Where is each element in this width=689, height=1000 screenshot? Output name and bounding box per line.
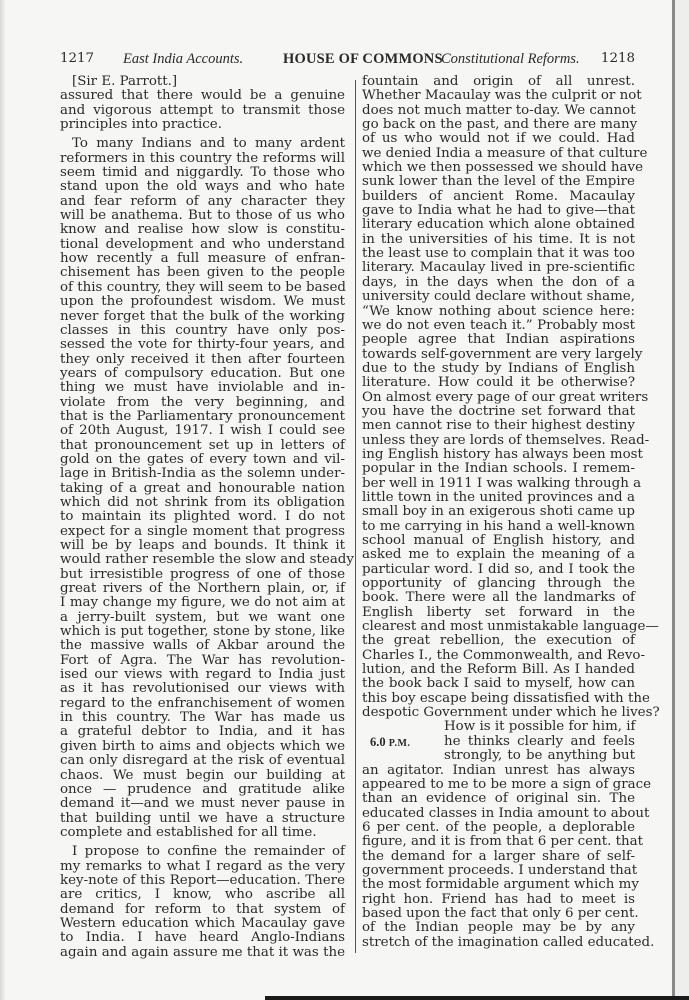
- text-line: Whether Macaulay was the culprit or not: [362, 88, 642, 104]
- text-line: chisement has been given to the people: [60, 265, 345, 281]
- text-line: days, in the days when the don of a: [362, 274, 635, 290]
- text-line: little town in the united provinces and a: [362, 489, 635, 505]
- text-line: to maintain its plighted word. I do not: [60, 509, 345, 525]
- text-line: would rather resemble the slow and steady: [60, 552, 354, 568]
- text-line: On almost every page of our great writers: [362, 389, 649, 405]
- text-line: 6 per cent. of the people, a deplorable: [362, 819, 635, 835]
- text-line: Charles I., the Commonwealth, and Revo-: [362, 647, 645, 663]
- text-line: How is it possible for him, if: [444, 719, 636, 735]
- text-line: will be anathema. But to those of us who: [60, 208, 345, 224]
- text-line: educated classes in India amount to about: [362, 805, 650, 821]
- text-line: literary. Macaulay lived in pre-scientific: [362, 260, 635, 276]
- text-line: in this country. The War has made us: [60, 710, 345, 726]
- text-line: clearest and most unmistakable language—: [362, 619, 659, 635]
- text-line: fountain and origin of all unrest.: [362, 74, 635, 89]
- text-line: the most formidable argument which my: [362, 877, 639, 893]
- page-number-left: 1217: [60, 51, 95, 66]
- text-line: years of compulsory education. But one: [60, 365, 345, 381]
- text-line: my remarks to what I regard as the very: [60, 858, 345, 874]
- text-line: tional development and who understand: [60, 236, 345, 252]
- text-line: unless they are lords of themselves. Read-: [362, 432, 650, 448]
- text-line: and vigorous attempt to transmit those: [60, 102, 345, 118]
- text-line: than an evidence of original sin. The: [362, 791, 635, 807]
- text-line: the massive walls of Akbar around the: [60, 638, 345, 654]
- text-line: despotic Government under which he lives?: [362, 705, 660, 721]
- page-number-right: 1218: [600, 51, 635, 66]
- text-line: he thinks clearly and feels: [444, 733, 635, 749]
- text-line: great rivers of the Northern plain, or, if: [60, 581, 345, 597]
- text-line: regard to the enfranchisement of women: [60, 695, 345, 711]
- text-line: ber well in 1911 I was walking through a: [362, 475, 642, 491]
- text-line: they only received it then after fourteen: [60, 351, 345, 367]
- text-line: that is the Parliamentary pronouncement: [60, 408, 345, 424]
- text-line: as it has revolutionised our views with: [60, 681, 345, 697]
- text-line: expect for a single moment that progress: [60, 523, 345, 539]
- speaker-attribution: [Sir E. Parrott.]: [72, 74, 178, 89]
- text-line: the least use to complain that it was too: [362, 246, 635, 262]
- text-line: principles into practice.: [60, 117, 222, 133]
- text-line: of this country, they will seem to be based: [60, 279, 346, 295]
- text-line: can only disregard at the risk of eventual: [60, 753, 345, 769]
- text-line: we do not even teach it.” Probably most: [362, 317, 635, 333]
- text-line: to India. I have heard Anglo-Indians: [60, 930, 345, 946]
- text-line: lage in British-India as the solemn under-: [60, 466, 345, 482]
- text-line: towards self-government are very largely: [362, 346, 643, 362]
- text-line: reformers in this country the reforms will: [60, 150, 345, 166]
- text-line: English liberty set forward in the: [362, 604, 635, 620]
- text-line: of 20th August, 1917. I wish I could see: [60, 423, 345, 439]
- text-line: builders of ancient Rome. Macaulay: [362, 188, 635, 204]
- text-line: again and again assure me that it was the: [60, 944, 345, 960]
- text-line: never forget that the bulk of the working: [60, 308, 345, 324]
- text-line: of us who would not if we could. Had: [362, 131, 635, 147]
- text-line: asked me to explain the meaning of a: [362, 547, 635, 563]
- text-line: book. There were all the landmarks of: [362, 590, 635, 606]
- text-line: due to the study by Indians of English: [362, 360, 635, 376]
- text-line: literary education which alone obtained: [362, 217, 635, 233]
- text-line: the great rebellion, the execution of: [362, 633, 635, 649]
- text-line: assured that there would be a genuine: [60, 88, 345, 104]
- text-line: I propose to confine the remainder of: [72, 844, 345, 860]
- text-line: the book back I said to myself, how can: [362, 676, 635, 692]
- running-header: [60, 51, 635, 71]
- text-line: demand it—and we must never pause in: [60, 796, 345, 812]
- text-line: a grateful debtor to India, and it has: [60, 724, 345, 740]
- text-line: sessed the vote for thirty-four years, and: [60, 337, 345, 353]
- right-text-after-note: [362, 762, 655, 950]
- text-line: this boy escape being dissatisfied with the: [362, 690, 650, 706]
- text-line: and fear reform of any character they: [60, 193, 345, 209]
- text-line: strongly, to be anything but: [444, 748, 635, 764]
- text-line: figure, and it is from that 6 per cent. that: [362, 834, 643, 850]
- text-line: you have the doctrine set forward that: [362, 403, 635, 419]
- text-line: ing English history has always been most: [362, 446, 643, 462]
- text-line: complete and established for all time.: [60, 824, 317, 840]
- text-line: key-note of this Report—education. There: [60, 872, 345, 888]
- text-line: we denied India a measure of that culture: [362, 145, 648, 161]
- text-line: chaos. We must begin our building at: [60, 767, 345, 783]
- text-line: people agree that Indian aspirations: [362, 332, 635, 348]
- right-column: [362, 74, 660, 950]
- text-line: go back on the past, and there are many: [362, 117, 638, 133]
- text-line: thing we must have inviolable and in-: [60, 380, 345, 396]
- text-line: to me carrying in his hand a well-known: [362, 518, 636, 534]
- running-title-center: HOUSE OF COMMONS: [283, 51, 443, 67]
- text-line: opportunity of glancing through the: [362, 576, 635, 592]
- text-line: of the Indian people may be by any: [362, 920, 635, 936]
- text-line: men cannot rise to their highest destiny: [362, 418, 635, 434]
- text-line: gave to India what he had to give—that: [362, 203, 635, 219]
- text-line: stretch of the imagination called educated.: [362, 934, 655, 950]
- running-title-left: East India Accounts.: [123, 51, 244, 67]
- right-text-before-note: [362, 74, 660, 721]
- text-line: know and realise how slow is constitu-: [60, 222, 345, 238]
- text-line: stand upon the old ways and who hate: [60, 179, 345, 195]
- text-line: particular word. I did so, and I took the: [362, 561, 635, 577]
- text-line: small boy in an exigerous shoti came up: [362, 504, 635, 520]
- text-line: does not much matter to-day. We cannot: [362, 102, 636, 118]
- text-line: how recently a full measure of enfran-: [60, 251, 345, 267]
- paragraph-3: [60, 845, 345, 960]
- text-line: sunk lower than the level of the Empire: [362, 174, 635, 190]
- text-line: lution, and the Reform Bill. As I handed: [362, 662, 635, 678]
- text-line: violate from the very beginning, and: [60, 394, 345, 410]
- left-column: [60, 74, 354, 960]
- text-line: To many Indians and to many ardent: [72, 136, 345, 152]
- text-line: in the universities of his time. It is not: [362, 231, 635, 247]
- text-line: which did not shrink from its obligation: [60, 494, 345, 510]
- page-edge-bottom: [265, 996, 689, 1000]
- column-divider: [355, 80, 356, 953]
- text-line: Fort of Agra. The War has revolution-: [60, 652, 345, 668]
- page-binding-shadow: [0, 0, 6, 1000]
- text-line: once — prudence and gratitude alike: [60, 781, 345, 797]
- paragraph-1: [60, 89, 345, 132]
- text-line: that pronouncement set up in letters of: [60, 437, 345, 453]
- text-line: upon the profoundest wisdom. We must: [60, 294, 345, 310]
- text-line: right hon. Friend has had to meet is: [362, 891, 635, 907]
- text-line: an agitator. Indian unrest has always: [362, 762, 635, 778]
- running-title-right: Constitutional Reforms.: [441, 51, 580, 67]
- text-line: Western education which Macaulay gave: [60, 915, 345, 931]
- text-line: given birth to aims and objects which we: [60, 738, 345, 754]
- text-line: a jerry-built system, but we want one: [60, 609, 345, 625]
- text-line: but irresistible progress of one of those: [60, 566, 345, 582]
- text-line: school manual of English history, and: [362, 533, 635, 548]
- text-line: classes in this country have only pos-: [60, 322, 345, 338]
- text-line: which is put together, stone by stone, like: [60, 624, 345, 640]
- text-line: popular in the Indian schools. I remem-: [362, 461, 635, 477]
- text-line: university could declare without shame,: [362, 289, 635, 305]
- text-line: I may change my figure, we do not aim at: [60, 595, 345, 611]
- text-line: taking of a great and honourable nation: [60, 480, 345, 496]
- text-line: will be by leaps and bounds. It think it: [60, 538, 345, 553]
- text-line: the demand for a larger share of self-: [362, 848, 635, 864]
- page-edge-right: [672, 0, 689, 1000]
- paragraph-2: [60, 136, 354, 840]
- time-margin-note: 6.0 P.M.: [370, 735, 411, 750]
- text-line: “We know nothing about science here:: [362, 303, 635, 319]
- text-line: literature. How could it be otherwise?: [362, 375, 635, 391]
- text-line: appeared to me to be more a sign of grace: [362, 776, 652, 792]
- text-line: based upon the fact that only 6 per cent.: [362, 905, 639, 921]
- text-line: ised our views with regard to India just: [60, 667, 345, 683]
- text-line: seem timid and niggardly. To those who: [60, 165, 345, 181]
- text-line: demand for reform to that system of: [60, 901, 345, 917]
- text-line: government proceeds. I understand that: [362, 862, 638, 878]
- text-line: that building until we have a structure: [60, 810, 345, 826]
- text-line: are critics, I know, who ascribe all: [60, 887, 345, 903]
- text-line: which we then possessed we should have: [362, 160, 644, 176]
- text-line: gold on the gates of every town and vil-: [60, 451, 345, 467]
